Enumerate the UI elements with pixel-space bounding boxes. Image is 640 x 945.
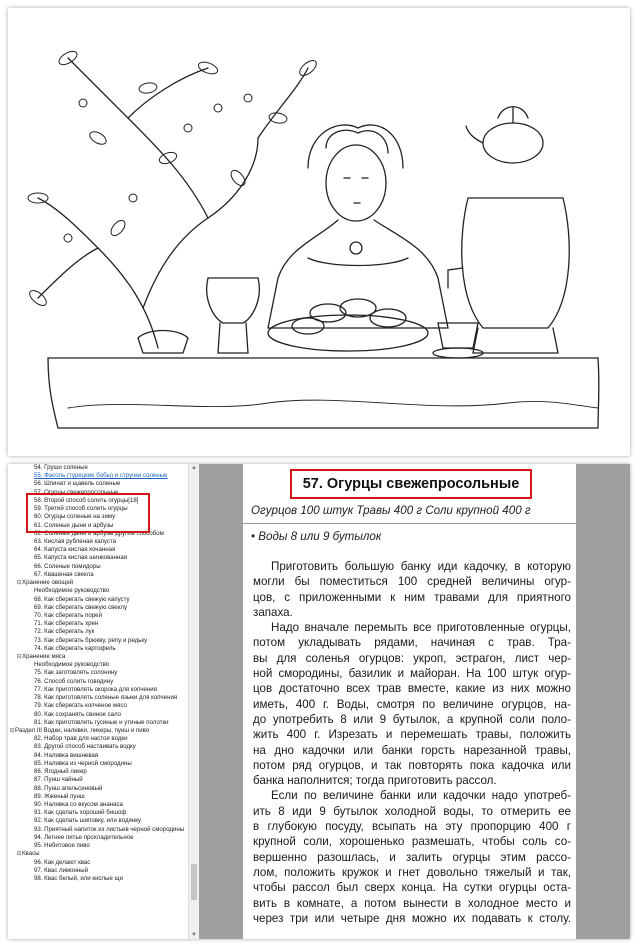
toc-item-label: Хранение овощей <box>22 579 74 587</box>
article-line: жить 400 г. Изрезать и перемешать травы, положить <box>253 728 571 742</box>
toc-item-label: 71. Как сберегать хрен <box>34 620 99 628</box>
toc-item-label: 61. Соленые дыни и арбузы <box>34 521 114 529</box>
toc-item-label: 80. Как сохранять свиное сало <box>34 710 122 718</box>
article-line: вы для соленья огурцов: укроп, эстрагон, лист чер- <box>253 651 571 665</box>
collapse-icon[interactable]: ⊟ <box>16 653 22 661</box>
table-of-contents-tree[interactable] <box>8 464 188 939</box>
article-line: в глубокую посуду, всыпать на эту пропорцию 400 г <box>253 820 571 834</box>
toc-item-label: 66. Соленые помидоры <box>34 562 101 570</box>
toc-item[interactable] <box>8 563 188 571</box>
toc-item-label: Необходимое руководство <box>34 661 110 669</box>
article-line: потом укладывать рядами, начиная с трав. Тра- <box>253 636 571 650</box>
toc-item[interactable] <box>8 538 188 546</box>
toc-item-label: 74. Как сберегать картофель <box>34 644 116 652</box>
article-line: вить в комнате, а потом вынести в холодное место и <box>253 896 571 910</box>
toc-item[interactable] <box>8 612 188 620</box>
toc-item[interactable] <box>8 620 188 628</box>
toc-item[interactable] <box>8 735 188 743</box>
toc-item[interactable] <box>8 859 188 867</box>
toc-item-label: 98. Квас белый, или кислые щи <box>34 874 123 882</box>
article-line: банка наполнится; тогда приготовить рассол. <box>253 774 497 788</box>
toc-item[interactable] <box>8 694 188 702</box>
scrollbar-thumb[interactable] <box>191 864 197 900</box>
toc-item[interactable] <box>8 464 188 472</box>
reader-screenshot <box>8 464 630 939</box>
toc-item[interactable] <box>8 711 188 719</box>
article-line: Приготовить большую банку иди кадочку, в которую <box>271 560 571 573</box>
article-line: запаха. <box>253 605 293 619</box>
toc-item[interactable] <box>8 867 188 875</box>
toc-item-label: 93. Приятный напиток из листьев черной смородины <box>34 825 185 833</box>
article-line: цов достаточно всех трав вместе, какие из них можно <box>253 682 571 696</box>
toc-item-label: 95. Небитовое пиво <box>34 842 90 850</box>
toc-item-label: 73. Как сберегать брюкву, репу и редьку <box>34 636 148 644</box>
toc-item-label: 94. Летнее питье прохладительное <box>34 833 134 841</box>
toc-item-label: 89. Жженый пунш <box>34 792 85 800</box>
article-line: на дно кадочки или банки горсть нарезанной травы, <box>253 743 571 757</box>
toc-item-label: Хранение мяса <box>22 653 66 661</box>
toc-scrollbar[interactable] <box>188 464 199 939</box>
toc-item-label: 63. Кислая рубленая капуста <box>34 537 117 545</box>
toc-item[interactable] <box>8 743 188 751</box>
toc-item[interactable] <box>8 587 188 595</box>
article-line: через три или четыре дня можно их подавать к столу. <box>253 911 571 925</box>
article-line: крупной соли, хорошенько размешать, чтобы соль со- <box>253 835 571 849</box>
toc-item-label: 68. Как сберегать свежую капусту <box>34 595 130 603</box>
toc-item[interactable] <box>8 752 188 760</box>
toc-highlight-box <box>26 493 150 533</box>
toc-item[interactable] <box>8 637 188 645</box>
toc-item[interactable] <box>8 801 188 809</box>
article-line: потом ряд огурцов, и так повторять пока кадочка или <box>253 758 571 772</box>
toc-item-label: 97. Квас лимонный <box>34 866 89 874</box>
reader-content-area <box>199 464 630 939</box>
bullet-ingredient: • Воды 8 или 9 бутылок <box>251 530 382 543</box>
toc-item[interactable] <box>8 554 188 562</box>
toc-item[interactable] <box>8 579 188 587</box>
toc-item-label: 85. Наливка из черной смородины <box>34 759 132 767</box>
toc-item-label: 60. Огурцы соленые на зиму <box>34 513 116 521</box>
toc-item[interactable] <box>8 596 188 604</box>
toc-item-label: 84. Наливка вишневая <box>34 751 99 759</box>
article-line: чтобы рассол был сверх конца. На сутки огурцы оста- <box>253 881 571 895</box>
article-line: цов, с приложенными к ним травами для приятного <box>253 590 571 604</box>
toc-item[interactable] <box>8 604 188 612</box>
article-line: до употребить 8 или 9 бутылок, а крупной соли поло- <box>253 712 571 726</box>
toc-item-label: Квасы <box>22 850 40 858</box>
toc-item-label: 90. Наливка со вкусом ананаса <box>34 800 123 808</box>
article-line: ить 8 иди 9 бутылок холодной воды, то отмерить ее <box>253 804 571 818</box>
collapse-icon[interactable]: ⊟ <box>16 579 22 587</box>
toc-item-label: 79. Как сберегать копченое мясо <box>34 702 127 710</box>
illustration-tea-party <box>8 8 630 456</box>
toc-item[interactable] <box>8 480 188 488</box>
article-line: Если по величине банки или кадочки надо употреб- <box>271 789 571 803</box>
toc-item-label: 57. Огурцы свежепросольные <box>34 488 119 496</box>
scroll-down-icon[interactable]: ▼ <box>191 932 197 938</box>
toc-item-label: 56. Шпинат и щавель соленые <box>34 480 121 488</box>
toc-item-label: Необходимое руководство <box>34 587 110 595</box>
toc-item-label: 96. Как делают квас <box>34 858 91 866</box>
article-line: ной смородины, базилик и майоран. На 100 штук огур- <box>253 667 571 681</box>
article-line: иметь, 400 г. Воды, смотря по величине огурцов, на- <box>253 697 571 711</box>
toc-item[interactable] <box>8 785 188 793</box>
toc-item[interactable] <box>8 661 188 669</box>
toc-item[interactable] <box>8 472 188 480</box>
toc-item-label: 86. Ягодный ликер <box>34 768 87 776</box>
toc-item[interactable] <box>8 571 188 579</box>
toc-item[interactable] <box>8 678 188 686</box>
toc-item[interactable] <box>8 776 188 784</box>
toc-item-label: 83. Другой способ настаивать водку <box>34 743 136 751</box>
ingredients-line: Огурцов 100 штук Травы 400 г Соли крупной 400 г <box>251 504 531 517</box>
toc-item-label: 70. Как сберегать порей <box>34 611 102 619</box>
article-line: могли бы поместиться 100 средней величины огур- <box>253 575 571 589</box>
scroll-up-icon[interactable]: ▲ <box>191 465 197 471</box>
collapse-icon[interactable]: ⊟ <box>9 727 15 734</box>
collapse-icon[interactable]: ⊟ <box>16 850 22 858</box>
toc-item-label: 81. Как приготовлять гусиные и утиные полотки <box>34 718 169 726</box>
toc-item-label: 77. Как приготовлять окорока для копчения <box>34 685 157 693</box>
toc-item-label: 72. Как сберегать лук <box>34 628 95 636</box>
toc-item-label: 78. Как приготовлять соленые языки для копчения <box>34 694 178 702</box>
toc-item-label: 55. Фасоль (турецкие бобы) и стручки соленые <box>34 472 168 480</box>
book-page <box>243 464 576 939</box>
toc-item[interactable] <box>8 875 188 883</box>
toc-item[interactable] <box>8 628 188 636</box>
article-line: лом, положить кружок и гнет довольно тяжелый и так, <box>253 865 571 879</box>
toc-item-label: 82. Набор трав для настоя водки <box>34 735 128 743</box>
toc-item-label: 59. Третий способ солить огурцы <box>34 505 128 513</box>
toc-item-label: Раздел III Водки, наливки, ликеры, пунш и пиво <box>15 727 150 734</box>
article-line: Надо вначале перемыть все приготовленные огурцы, <box>271 621 571 635</box>
article-body <box>253 559 571 926</box>
toc-item[interactable] <box>8 546 188 554</box>
toc-item[interactable] <box>8 842 188 850</box>
toc-item[interactable] <box>8 826 188 834</box>
toc-item-label: 91. Как сделать хороший бишоф <box>34 809 127 817</box>
toc-item[interactable] <box>8 850 188 858</box>
toc-item[interactable] <box>8 702 188 710</box>
toc-item-label: 62. Соленые дыни и арбузы другим способом <box>34 529 164 537</box>
toc-item-label: 69. Как сберегать свежую свеклу <box>34 603 128 611</box>
toc-item-label: 58. Второй способ солить огурцы[18] <box>34 496 139 504</box>
divider <box>243 523 576 524</box>
toc-item-label: 65. Капуста кислая шинкованная <box>34 554 128 562</box>
toc-item-label: 64. Капуста кислая кочанная <box>34 546 116 554</box>
toc-item[interactable] <box>8 817 188 825</box>
toc-item-label: 75. Как заготовлять солонину <box>34 669 118 677</box>
toc-item[interactable] <box>8 760 188 768</box>
toc-item-label: 67. Квашеная свекла <box>34 570 94 578</box>
article-title: 57. Огурцы свежепросольные <box>290 469 532 499</box>
toc-item-label: 92. Как сделать шиповку, или водянку <box>34 817 141 825</box>
toc-item[interactable] <box>8 645 188 653</box>
toc-item[interactable] <box>8 727 188 735</box>
toc-item-label: 88. Пунш апельсиновый <box>34 784 103 792</box>
toc-item[interactable] <box>8 793 188 801</box>
toc-item[interactable] <box>8 719 188 727</box>
article-line: вершенно разошлась, и залить огурцы этим рассо- <box>253 850 571 864</box>
toc-item[interactable] <box>8 809 188 817</box>
toc-item[interactable] <box>8 834 188 842</box>
toc-item-label: 76. Способ солить говядину <box>34 677 114 685</box>
toc-item-label: 87. Пунш чайный <box>34 776 83 784</box>
toc-item[interactable] <box>8 669 188 677</box>
toc-item[interactable] <box>8 768 188 776</box>
toc-item[interactable] <box>8 653 188 661</box>
toc-item-label: 54. Груши соленые <box>34 464 88 471</box>
toc-item[interactable] <box>8 686 188 694</box>
